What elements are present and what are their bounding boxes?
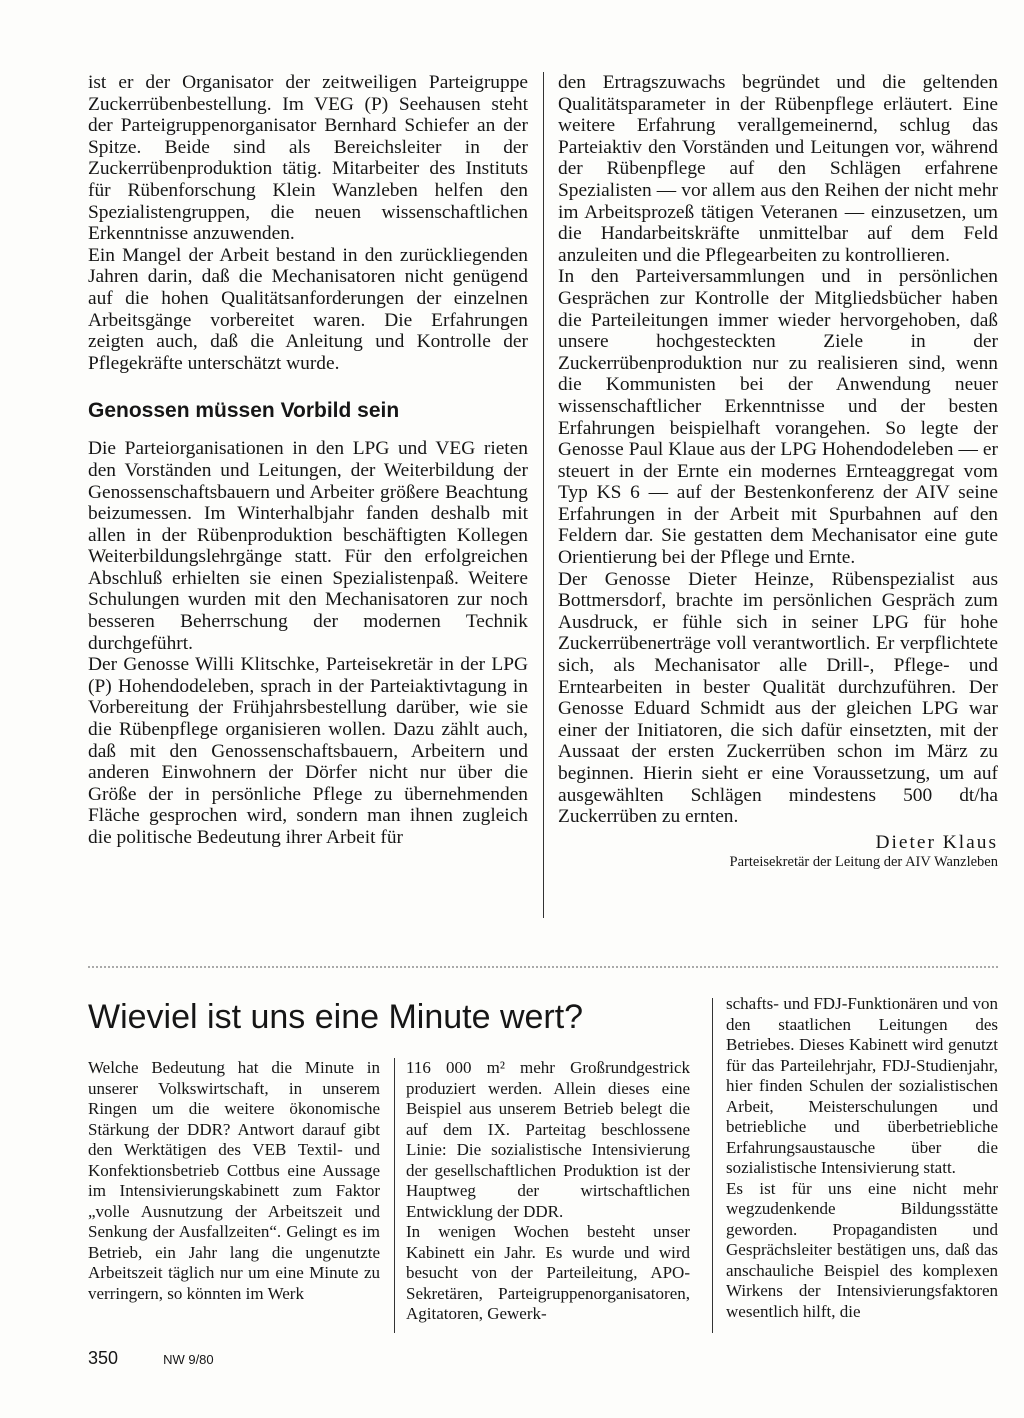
paragraph: Der Genosse Dieter Heinze, Rübenspezialist aus Bottmersdorf, brachte im persönlichen Gespräch zum Ausdruck, er fühle sich in seiner LPG für hohe Zuckerrübenerträge voll verantwortlich. Er verpflichtete sich, als Mechanisator alle Drill-, Pflege- und Erntearbeiten in bester Qualität durchzuführen. Der Genosse Eduard Schmidt aus der gleichen LPG war einer der Initiatoren, die sich dafür einsetzten, mit der Aussaat der ersten Zuckerrüben schon im März zu beginnen. Hierin sieht er eine Voraussetzung, um auf ausgewählten Schlägen mindestens 500 dt/ha Zuckerrüben zu ernten.: [558, 568, 998, 828]
page-footer: [88, 1348, 254, 1369]
paragraph: Der Genosse Willi Klitschke, Parteisekretär in der LPG (P) Hohendodeleben, sprach in der Parteiaktivtagung in Vorbereitung der Frühjahrsbestellung darüber, wie sie die Rübenpflege organisieren wollen. Dazu zählt auch, daß mit den Genossenschaftsbauern, Arbeitern und anderen Einwohnern der Dörfer nicht nur über die Größe der in persönliche Pflege zu übernehmenden Fläche gesprochen wird, sondern man ihnen zugleich die politische Bedeutung ihrer Arbeit für: [88, 654, 528, 848]
column-divider: [394, 1058, 395, 1333]
paragraph: ist er der Organisator der zeitweiligen Parteigruppe Zuckerrübenbestellung. Im VEG (P) Seehausen steht der Parteigruppenorganisator Bernhard Schiefer an der Spitze. Beide sind als Bereichsleiter in der Zuckerrübenproduktion tätig. Mitarbeiter des Instituts für Rübenforschung Klein Wanzleben helfen den Spezialistengruppen, die neuen wissenschaftlichen Erkenntnisse anzuwenden.: [88, 72, 528, 245]
author-name: Dieter Klaus: [875, 831, 998, 853]
column-divider: [543, 72, 544, 918]
paragraph: Welche Bedeutung hat die Minute in unserer Volkswirtschaft, in unserem Ringen um die weitere ökonomische Stärkung der DDR? Antwort darauf gibt den Werktätigen des VEB Textil- und Konfektionsbetrieb Cottbus eine Aussage im Intensivierungskabinett zum Faktor „volle Ausnutzung der Arbeitszeit und Senkung der Ausfallzeiten“. Gelingt es im Betrieb, ein Jahr lang die ungenutzte Arbeitszeit täglich nur um eine Minute zu verringern, so könnten im Werk: [88, 1058, 380, 1303]
article1-column-1: [88, 72, 528, 849]
section-separator: [88, 966, 998, 968]
page-number: 350: [88, 1348, 119, 1368]
article1-column-2: [558, 72, 998, 871]
paragraph: 116 000 m² mehr Großrundgestrick produziert werden. Allein dieses eine Beispiel aus unserem Betrieb belegt die auf dem IX. Parteitag beschlossene Linie: Die sozialistische Intensivierung der gesellschaftlichen Produktion ist der Hauptweg der wirtschaftlichen Entwicklung der DDR.: [406, 1058, 690, 1221]
article2-column-1: [88, 1058, 380, 1304]
article2-column-2: [406, 1058, 690, 1325]
paragraph: Ein Mangel der Arbeit bestand in den zurückliegenden Jahren darin, daß die Mechanisatoren nicht genügend auf die hohen Qualitätsanforderungen der einzelnen Arbeitsgänge vorbereitet waren. Die Erfahrungen zeigten auch, daß die Anleitung und Kontrolle der Pflegekräfte unterschätzt wurde.: [88, 244, 528, 374]
article-title: Wieviel ist uns eine Minute wert?: [88, 998, 584, 1036]
paragraph: den Ertragszuwachs begründet und die geltenden Qualitätsparameter in der Rübenpflege erläutert. Eine weitere Erfahrung verallgemeinernd, schlug das Parteiaktiv den Vorständen und Leitungen vor, während der Rübenpflege auf den Schlägen erfahrene Spezialisten — vor allem aus den Reihen der nicht mehr im Arbeitsprozeß tätigen Veteranen — einzusetzen, um die Handarbeitskräfte unmittelbar auf dem Feld anzuleiten und die Pflegearbeiten zu kontrollieren.: [558, 72, 998, 266]
article2-column-3: [726, 994, 998, 1322]
paragraph: In den Parteiversammlungen und in persönlichen Gesprächen zur Kontrolle der Mitgliedsbücher haben die Parteileitungen immer wieder hervorgehoben, daß unsere hochgesteckten Ziele in der Zuckerrübenproduktion nur zu realisieren sind, wenn die Kommunisten bei der Anwendung neuer wissenschaftlicher Erkenntnisse und der besten Erfahrungen beispielhaft vorangehen. So legte der Genosse Paul Klaue aus der LPG Hohendodeleben — er steuert in der Ernte ein modernes Ernteaggregat vom Typ KS 6 — auf der Bestenkonferenz der AIV seine Erfahrungen in der Arbeit mit Spurbahnen auf den Feldern dar. Sie gestatten dem Mechanisator eine gute Orientierung bei der Pflege und Ernte.: [558, 266, 998, 569]
paragraph: In wenigen Wochen besteht unser Kabinett ein Jahr. Es wurde und wird besucht von der Parteileitung, APO-Sekretären, Parteigruppenorganisatoren, Agitatoren, Gewerk-: [406, 1222, 690, 1323]
paragraph: Es ist für uns eine nicht mehr wegzudenkende Bildungsstätte geworden. Propagandisten und Gesprächsleiter bestätigen uns, daß das anschauliche Beispiel des komplexen Wirkens der Intensivierungsfaktoren wesentlich hilft, die: [726, 1178, 998, 1321]
section-heading: Genossen müssen Vorbild sein: [88, 399, 400, 423]
column-divider: [712, 998, 713, 1333]
issue-label: NW 9/80: [163, 1352, 214, 1367]
author-title: Parteisekretär der Leitung der AIV Wanzleben: [729, 854, 998, 871]
paragraph: Die Parteiorganisationen in den LPG und VEG rieten den Vorständen und Leitungen, der Weiterbildung der Genossenschaftsbauern und Arbeiter größere Beachtung beizumessen. Im Winterhalbjahr fanden deshalb mit allen in der Rübenproduktion beschäftigten Kollegen Weiterbildungslehrgänge statt. Für den erfolgreichen Abschluß erhielten sie einen Spezialistenpaß. Weitere Schulungen wurden mit den Mechanisatoren zur noch besseren Beherrschung der modernen Technik durchgeführt.: [88, 438, 528, 654]
paragraph: schafts- und FDJ-Funktionären und von den staatlichen Leitungen des Betriebes. Dieses Kabinett wird genutzt für das Parteilehrjahr, FDJ-Studienjahr, hier finden Schulen der sozialistischen Arbeit, Meisterschulungen und betriebliche und überbetriebliche Erfahrungsaustausche über die sozialistische Intensivierung statt.: [726, 994, 998, 1177]
